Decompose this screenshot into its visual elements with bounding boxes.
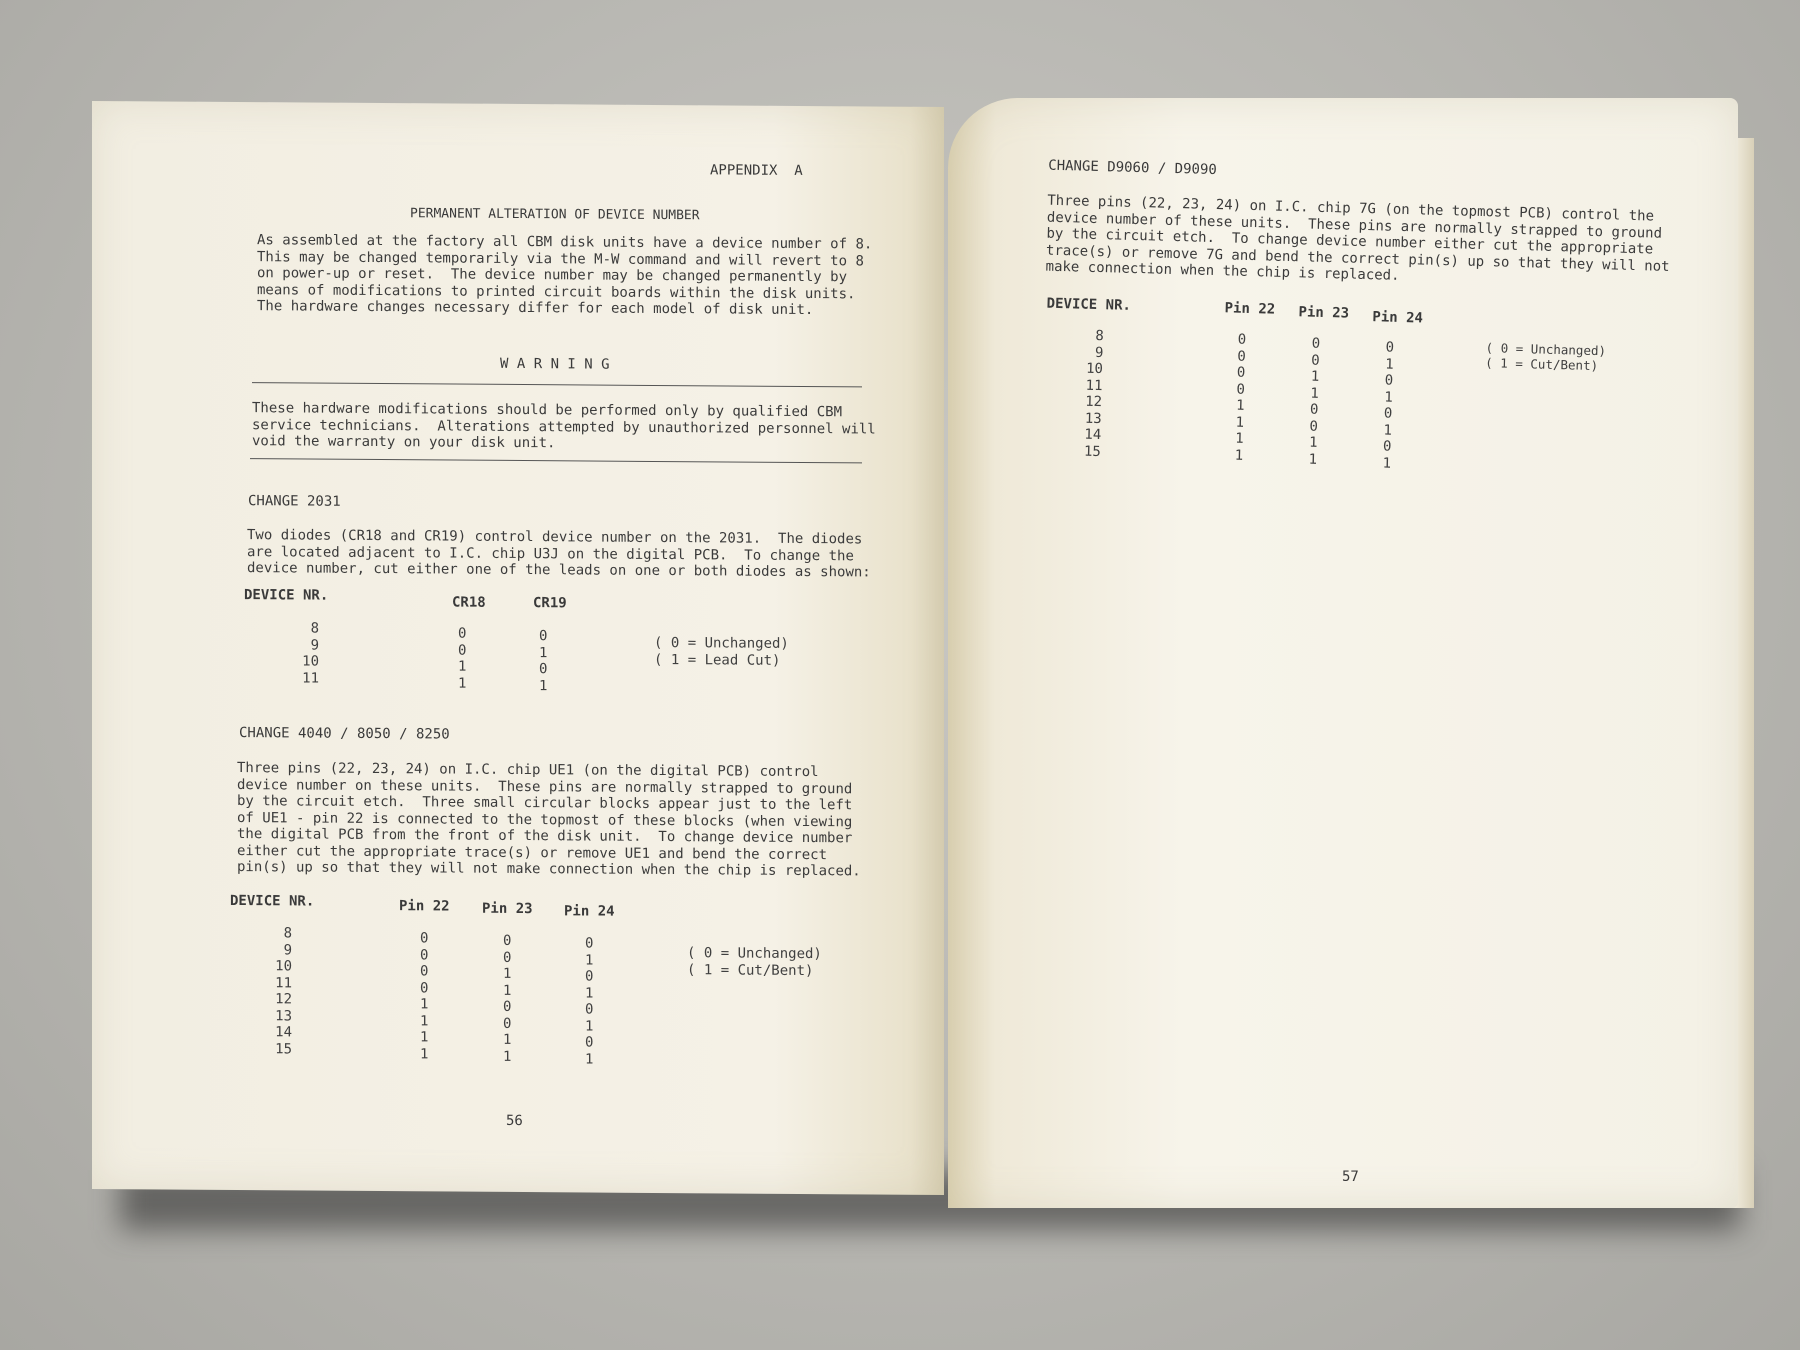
table-d9060-device-column: 8 9 10 11 12 13 14 15 <box>1083 327 1105 460</box>
table-d9060-header-pin24: Pin 24 <box>1372 309 1424 327</box>
table-4040-header-pin24: Pin 24 <box>564 903 615 920</box>
intro-paragraph: As assembled at the factory all CBM disk units have a device number of 8. This may be changed temporarily via the M-W command and will revert to 8 on power-up or reset. The device number may be changed permanently by means of modifications to printed circuit boards within the disk units. The hardware changes necessary differ for each model of disk unit. <box>257 232 873 319</box>
table-d9060-pin22-column: 0 0 0 0 1 1 1 1 <box>1234 331 1247 464</box>
table-4040-header-pin23: Pin 23 <box>482 900 533 918</box>
warning-rule-top <box>252 382 862 387</box>
table-4040-header-device: DEVICE NR. <box>230 892 315 910</box>
warning-rule-bottom <box>250 458 862 463</box>
table-2031-header-cr19: CR19 <box>533 595 567 612</box>
page-number-left: 56 <box>506 1112 523 1130</box>
change-2031-text: Two diodes (CR18 and CR19) control device number on the 2031. The diodes are located adjacent to I.C. chip U3J on the digital PCB. To change the device number, cut either one of the leads on one or both diodes as shown: <box>247 527 871 581</box>
right-page <box>948 98 1738 1208</box>
table-d9060-header-pin23: Pin 23 <box>1298 304 1350 322</box>
left-page <box>92 101 944 1195</box>
table-4040-device-column: 8 9 10 11 12 13 14 15 <box>275 925 292 1057</box>
appendix-heading: APPENDIX A <box>710 162 803 179</box>
change-4040-text: Three pins (22, 23, 24) on I.C. chip UE1 (on the digital PCB) control device number on these units. These pins are normally strapped to ground by the circuit etch. Three small circular blocks appear just to the left of UE1 - pin 22 is connected to the topmost of these blocks (when viewing the digital PCB from the front of the disk unit. To change device number either cut the appropriate trace(s) or remove UE1 and bend the correct pin(s) up so that they will not make connection when the chip is replaced. <box>237 760 861 880</box>
table-2031-cr19-column: 0 1 0 1 <box>539 628 548 694</box>
page-title: PERMANENT ALTERATION OF DEVICE NUMBER <box>410 206 700 224</box>
table-2031-device-column: 8 9 10 11 <box>302 620 319 687</box>
table-4040-pin23-column: 0 0 1 1 0 0 1 1 <box>503 932 512 1065</box>
change-d9060-heading: CHANGE D9060 / D9090 <box>1048 157 1217 179</box>
table-4040-pin24-column: 0 1 0 1 0 1 0 1 <box>585 935 594 1068</box>
table-4040-header-pin22: Pin 22 <box>399 898 450 915</box>
table-2031-header-cr18: CR18 <box>452 594 486 611</box>
change-4040-heading: CHANGE 4040 / 8050 / 8250 <box>239 725 450 743</box>
table-2031-cr18-column: 0 0 1 1 <box>458 625 467 692</box>
table-2031-legend: ( 0 = Unchanged) ( 1 = Lead Cut) <box>654 634 789 669</box>
warning-heading: W A R N I N G <box>500 355 610 373</box>
table-d9060-legend: ( 0 = Unchanged) ( 1 = Cut/Bent) <box>1485 340 1607 374</box>
table-d9060-pin23-column: 0 0 1 1 0 0 1 1 <box>1308 335 1321 468</box>
warning-text: These hardware modifications should be performed only by qualified CBM service technicians. Alterations attempted by unauthorized personnel will void the warranty on your disk unit. <box>252 400 876 452</box>
right-page-content <box>919 98 1738 1228</box>
table-4040-legend: ( 0 = Unchanged) ( 1 = Cut/Bent) <box>687 945 822 979</box>
table-d9060-header-device: DEVICE NR. <box>1046 295 1132 314</box>
change-d9060-text: Three pins (22, 23, 24) on I.C. chip 7G (on the topmost PCB) control the device number of these units. These pins are normally strapped to ground by the circuit etch. To change device number either cut the appropriate trace(s) or remove 7G and bend the correct pin(s) up so that they will not make connection when the chip is replaced. <box>1045 192 1670 284</box>
table-2031-header-device: DEVICE NR. <box>244 587 329 604</box>
table-d9060-header-pin22: Pin 22 <box>1224 300 1276 318</box>
page-number-right: 57 <box>1342 1169 1359 1185</box>
change-2031-heading: CHANGE 2031 <box>248 493 341 510</box>
table-d9060-pin24-column: 0 1 0 1 0 1 0 1 <box>1382 339 1395 472</box>
table-4040-pin22-column: 0 0 0 0 1 1 1 1 <box>420 930 429 1062</box>
